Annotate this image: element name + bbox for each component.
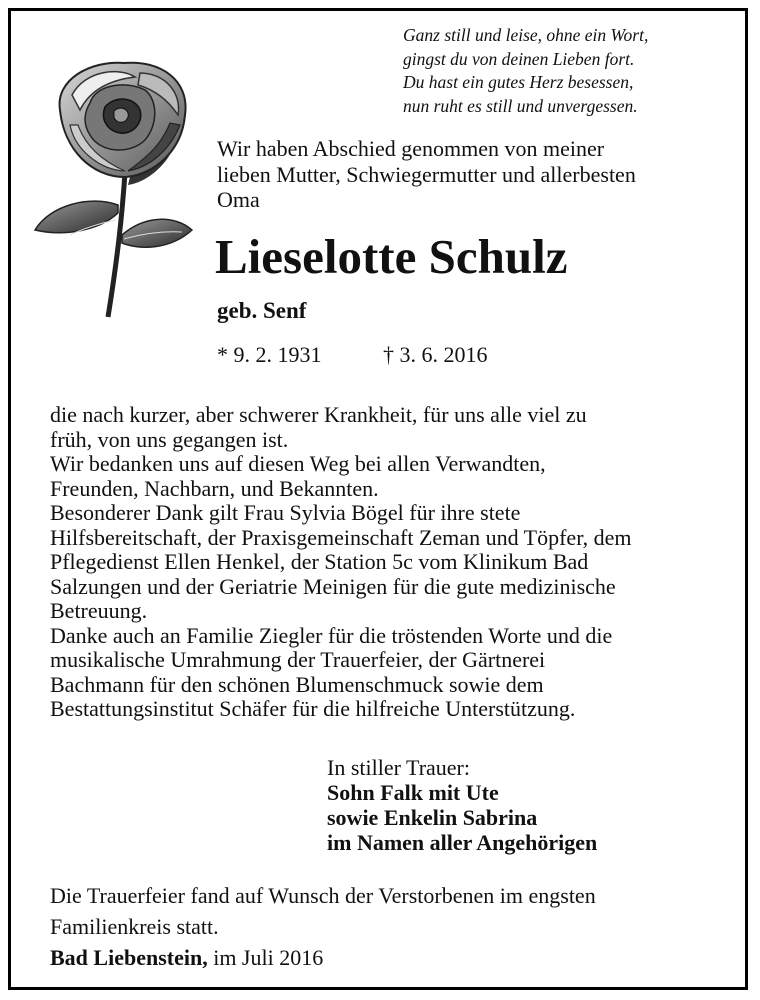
body-line: Danke auch an Familie Ziegler für die tröstenden Worte und die	[50, 622, 613, 648]
poem	[403, 24, 743, 118]
body-line: Salzungen und der Geriatrie Meinigen für die gute medizinische	[50, 573, 616, 599]
mourner-line: Sohn Falk mit Ute	[327, 780, 499, 805]
intro-line: Wir haben Abschied genommen von meiner	[217, 136, 605, 161]
intro-line: lieben Mutter, Schwiegermutter und allerbesten	[217, 161, 636, 187]
mourner-line: im Namen aller Angehörigen	[327, 830, 598, 855]
body-line: Hilfsbereitschaft, der Praxisgemeinschaft Zeman und Töpfer, dem	[50, 524, 632, 550]
poem-line: nun ruht es still und unvergessen.	[403, 95, 638, 116]
closing-notice	[50, 880, 596, 973]
date-line: im Juli 2016	[207, 945, 324, 970]
intro-text	[217, 136, 737, 213]
birth-name: geb. Senf	[217, 298, 307, 323]
life-dates	[217, 342, 488, 368]
poem-line: Du hast ein gutes Herz besessen,	[403, 72, 634, 92]
body-line: Bachmann für den schönen Blumenschmuck sowie dem	[50, 671, 544, 697]
body-line: Pflegedienst Ellen Henkel, der Station 5c vom Klinikum Bad	[50, 549, 589, 574]
mourners-signoff	[327, 755, 597, 855]
body-line: Wir bedanken uns auf diesen Weg bei allen Verwandten,	[50, 451, 546, 476]
body-line: die nach kurzer, aber schwerer Krankheit, für uns alle viel zu	[50, 402, 587, 427]
body-line: musikalische Umrahmung der Trauerfeier, der Gärtnerei	[50, 647, 546, 672]
place-date-line	[50, 942, 596, 973]
birth-date: * 9. 2. 1931	[217, 342, 322, 367]
body-line: Bestattungsinstitut Schäfer für die hilfreiche Unterstützung.	[50, 696, 576, 721]
poem-line: Ganz still und leise, ohne ein Wort,	[403, 25, 649, 45]
poem-line: gingst du von deinen Lieben fort.	[403, 48, 635, 69]
mourner-line: sowie Enkelin Sabrina	[327, 805, 538, 830]
body-line: Freunden, Nachbarn, und Bekannten.	[50, 475, 379, 501]
closing-line: Familienkreis statt.	[50, 914, 219, 939]
signoff-intro: In stiller Trauer:	[327, 755, 470, 780]
place: Bad Liebenstein,	[50, 945, 208, 970]
obituary-body	[50, 403, 750, 722]
intro-line: Oma	[217, 187, 260, 212]
rose-icon	[30, 55, 205, 325]
body-line: früh, von uns gegangen ist.	[50, 426, 289, 452]
closing-line: Die Trauerfeier fand auf Wunsch der Verstorbenen im engsten	[50, 883, 596, 908]
body-line: Besonderer Dank gilt Frau Sylvia Bögel für ihre stete	[50, 500, 521, 525]
body-line: Betreuung.	[50, 598, 148, 623]
death-date: † 3. 6. 2016	[383, 342, 488, 367]
deceased-name: Lieselotte Schulz	[215, 229, 568, 284]
